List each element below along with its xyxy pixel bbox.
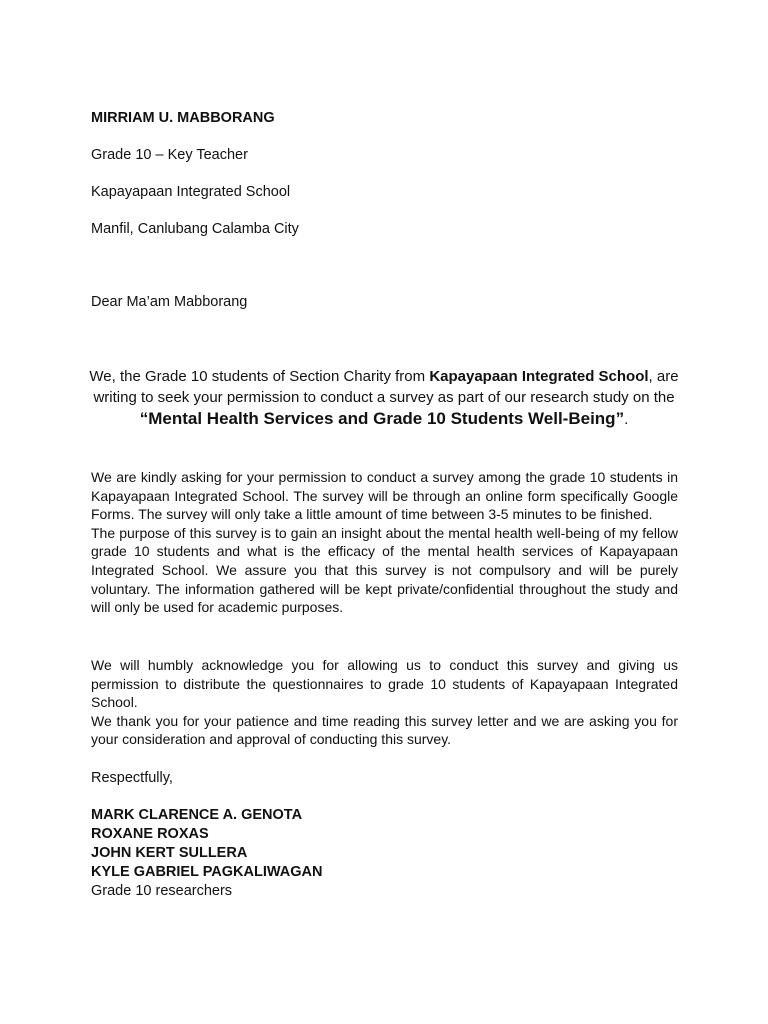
body-block-2	[91, 656, 678, 749]
signatory-4: KYLE GABRIEL PAGKALIWAGAN	[91, 864, 323, 880]
study-title: “Mental Health Services and Grade 10 Students Well-Being”	[139, 409, 625, 428]
body-paragraph-3: We will humbly acknowledge you for allowing us to conduct this survey and giving us permission to distribute the questionnaires to grade 10 students of Kapayapaan Integrated School.	[91, 657, 678, 711]
signatories-role: Grade 10 researchers	[91, 883, 233, 899]
body-paragraph-4: We thank you for your patience and time reading this survey letter and we are asking you for your consideration and approval of conducting this survey.	[91, 712, 678, 748]
body-paragraph-1: We are kindly asking for your permission to conduct a survey among the grade 10 students in Kapayapaan Integrated School. The survey will be through an online form specifically Google Forms. The survey will only take a little amount of time between 3-5 minutes to be finished.	[91, 469, 678, 523]
body-paragraph-2: The purpose of this survey is to gain an insight about the mental health well-being of my fellow grade 10 students and what is the efficacy of the mental health services of Kapayapaan Integrated School. We assure you that this survey is not compulsory and will be purely voluntary. The information gathered will be kept private/confidential throughout the study and will only be used for academic purposes.	[91, 524, 678, 616]
recipient-school: Kapayapaan Integrated School	[91, 184, 291, 200]
recipient-position: Grade 10 – Key Teacher	[91, 147, 248, 163]
intro-text-start: We, the Grade 10 students of Section Charity from	[89, 368, 430, 385]
recipient-address: Manfil, Canlubang Calamba City	[91, 221, 299, 237]
intro-text-middle: , are writing to seek your permission to conduct a survey as part of our research study on the	[93, 368, 679, 406]
body-block-1	[91, 468, 678, 617]
signatory-3: JOHN KERT SULLERA	[91, 845, 248, 861]
intro-school-name: Kapayapaan Integrated School	[429, 368, 649, 385]
intro-text-end: .	[624, 411, 629, 428]
salutation: Dear Ma’am Mabborang	[91, 294, 248, 310]
signatory-2: ROXANE ROXAS	[91, 826, 209, 842]
signatory-1: MARK CLARENCE A. GENOTA	[91, 807, 303, 823]
recipient-name: MIRRIAM U. MABBORANG	[91, 110, 275, 126]
closing: Respectfully,	[91, 770, 173, 786]
intro-paragraph	[78, 366, 690, 430]
